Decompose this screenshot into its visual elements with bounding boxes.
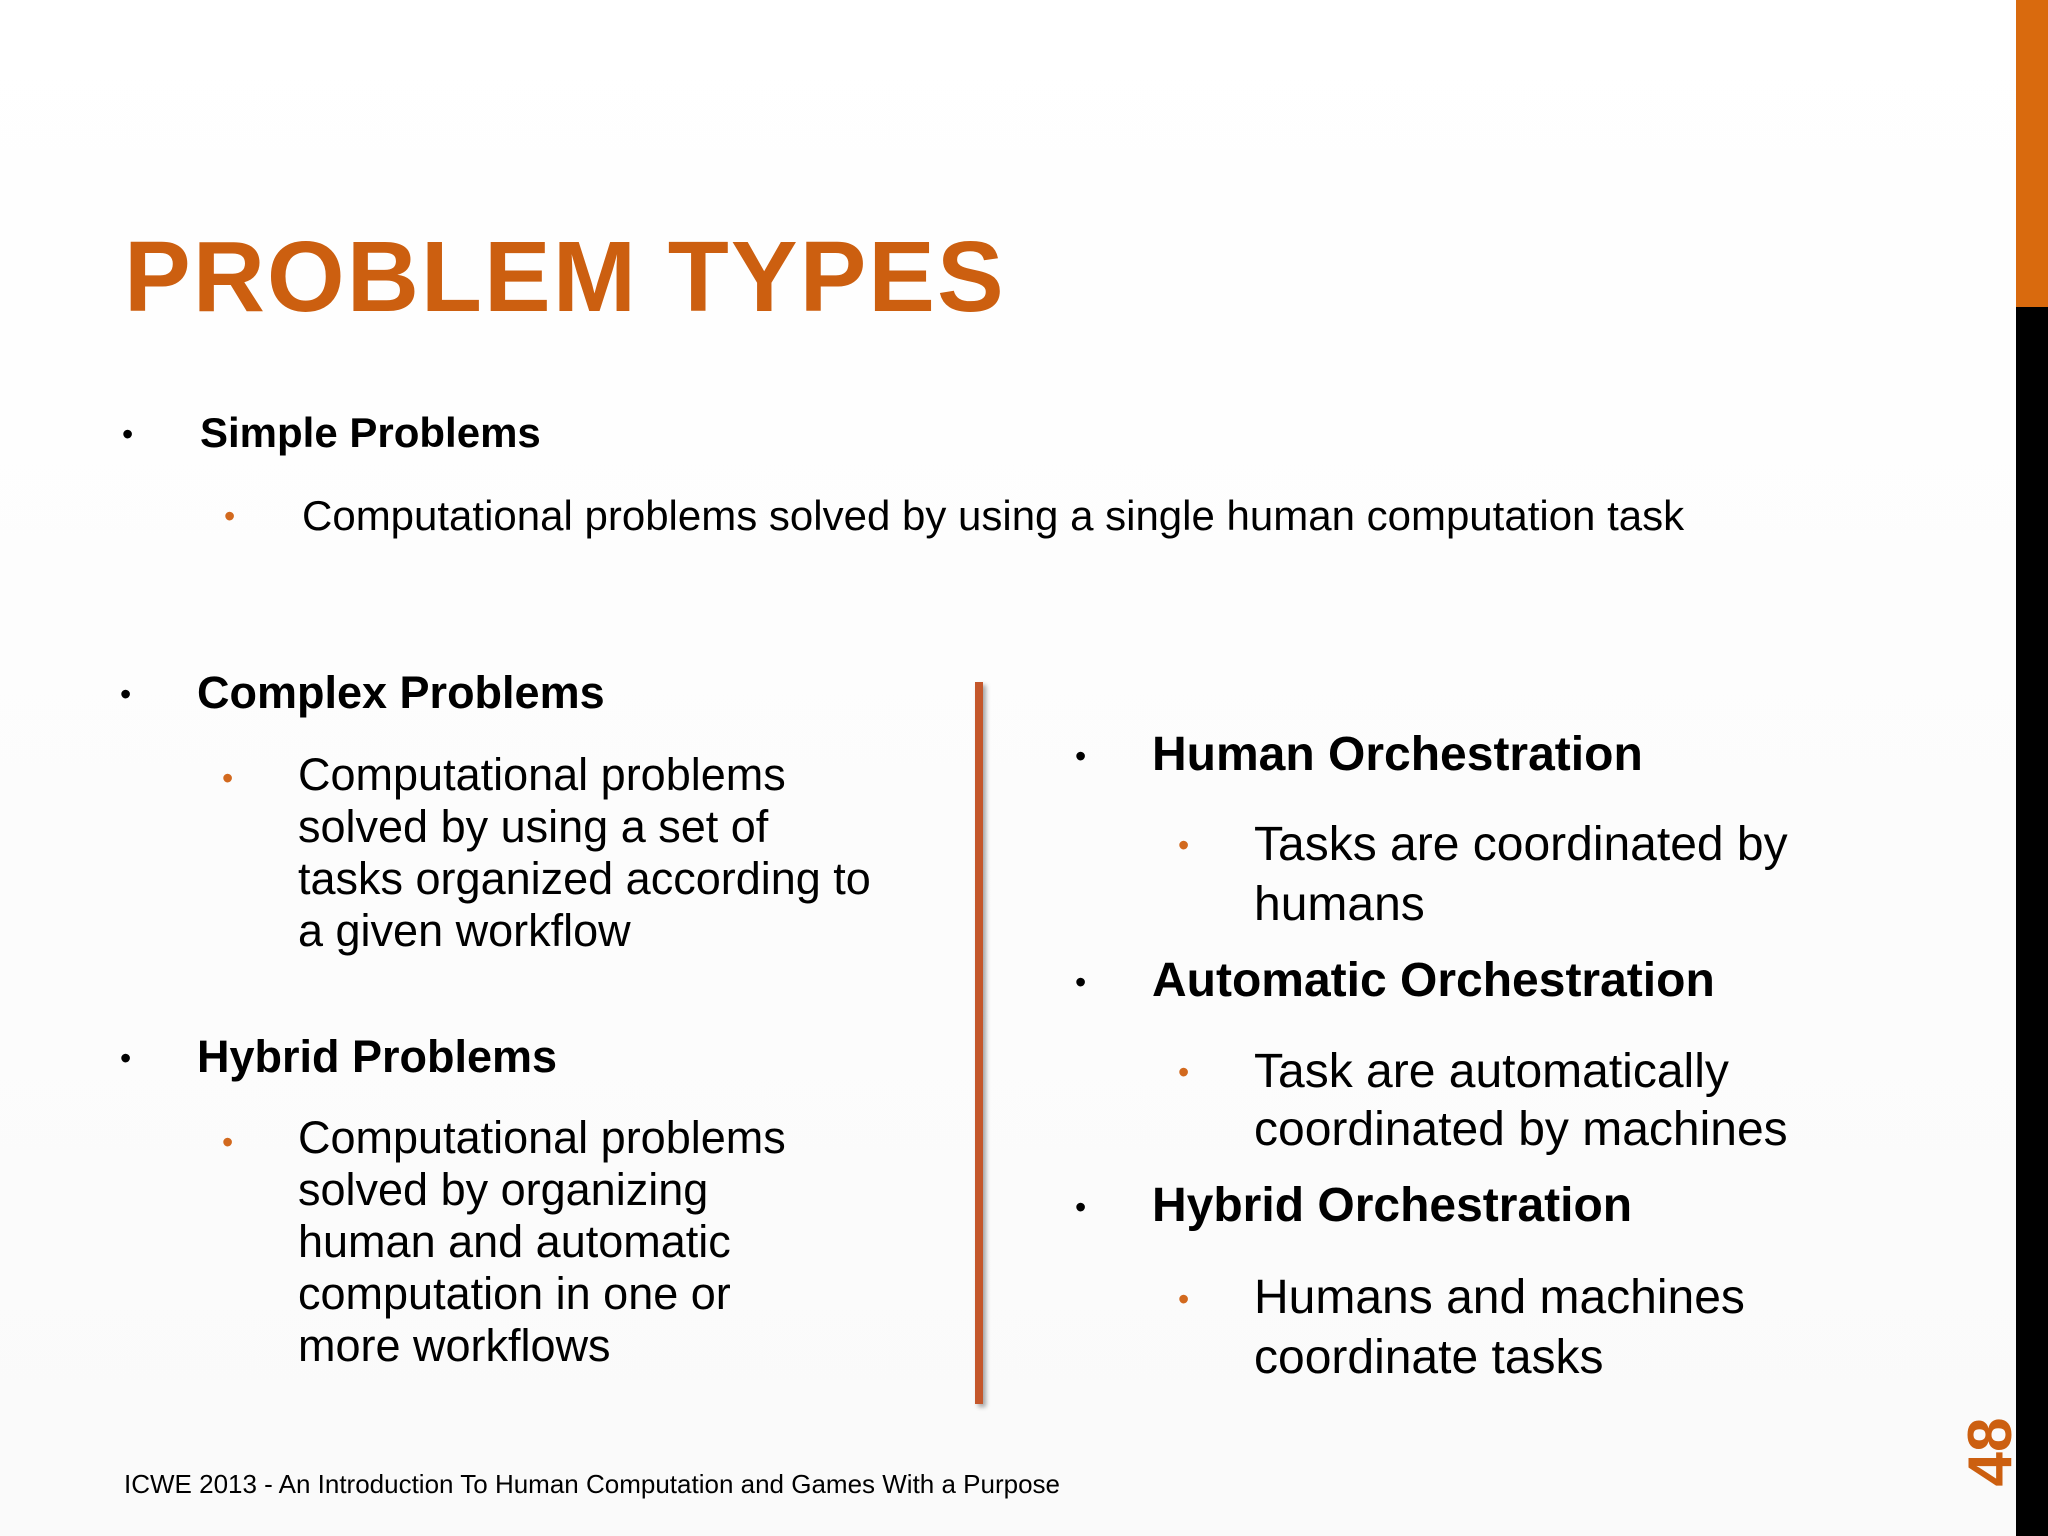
heading-hybrid-problems: Hybrid Problems [197,1031,558,1082]
text-hybrid-orchestration: Humans and machines coordinate tasks [1254,1271,1745,1384]
slide-footer: ICWE 2013 - An Introduction To Human Computation and Games With a Purpose [124,1469,1060,1499]
bullet-simple-problems: • [122,416,134,452]
text-hybrid-problems: Computational problems solved by organizing human and automatic computation in one or more workflows [298,1112,786,1371]
bullet-hybrid-problems: • [120,1040,132,1076]
bullet-hybrid-orchestration: • [1075,1189,1087,1225]
text-human-orchestration: Tasks are coordinated by humans [1254,818,1788,931]
heading-hybrid-orchestration: Hybrid Orchestration [1152,1179,1633,1232]
sub-bullet-automatic-orchestration: • [1178,1054,1190,1090]
sub-bullet-hybrid-problems: • [222,1124,234,1160]
bullet-complex-problems: • [120,676,132,712]
heading-automatic-orchestration: Automatic Orchestration [1152,954,1715,1007]
bullet-human-orchestration: • [1075,738,1087,774]
text-complex-problems: Computational problems solved by using a set of tasks organized according to a given workflow [298,749,871,956]
heading-human-orchestration: Human Orchestration [1152,728,1643,781]
heading-simple-problems: Simple Problems [200,409,541,456]
slide-number: 48 [1955,1417,2025,1487]
sidebar-dark-bar [2016,307,2048,1536]
text-simple-problems: Computational problems solved by using a single human computation task [302,492,1685,539]
heading-complex-problems: Complex Problems [197,667,605,718]
sub-bullet-simple-problems: • [224,498,236,534]
sub-bullet-hybrid-orchestration: • [1178,1281,1190,1317]
sub-bullet-complex-problems: • [222,760,234,796]
text-automatic-orchestration: Task are automatically coordinated by machines [1254,1045,1788,1156]
column-divider [975,682,983,1404]
sidebar-accent-bar [2016,0,2048,307]
slide-title: PROBLEM TYPES [124,221,1006,333]
sub-bullet-human-orchestration: • [1178,827,1190,863]
bullet-automatic-orchestration: • [1075,964,1087,1000]
